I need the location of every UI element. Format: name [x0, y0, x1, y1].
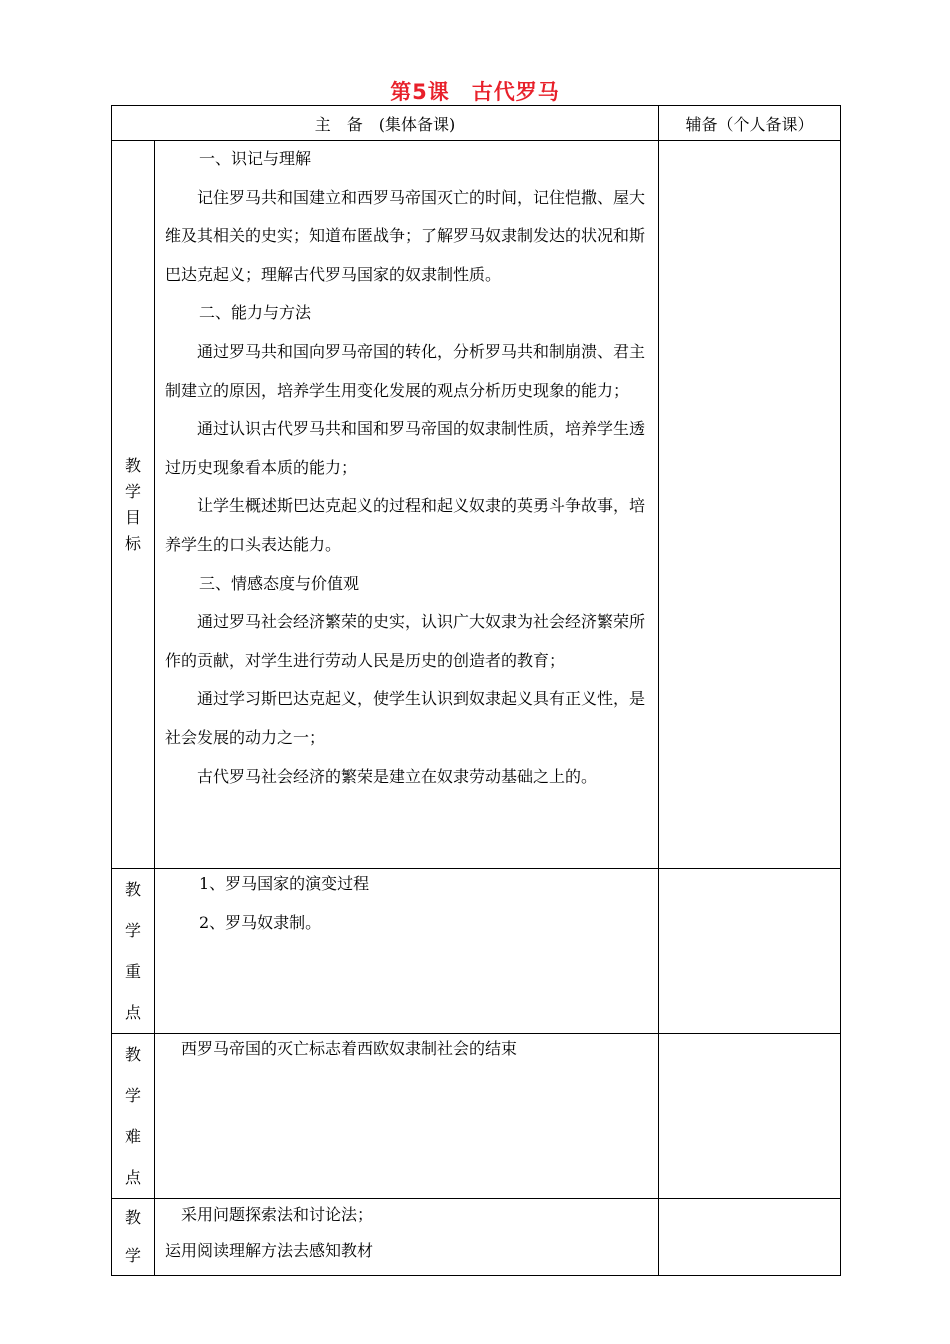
difficulties-label: 教 学 难 点: [112, 1034, 155, 1199]
objective-heading-2: 二、能力与方法: [199, 303, 312, 323]
difficulties-aux-cell: [659, 1034, 841, 1199]
objective-paragraph: 记住罗马共和国建立和西罗马帝国灭亡的时间，记住恺撒、屋大维及其相关的史实；知道布匿战争；了解罗马奴隶制发达的状况和斯巴达克起义；理解古代罗马国家的奴隶制性质。: [165, 187, 646, 284]
objectives-aux-cell: [659, 141, 841, 869]
methods-aux-cell: [659, 1199, 841, 1276]
aux-prep-header: 辅备（个人备课）: [659, 106, 841, 141]
methods-label: 教 学: [112, 1199, 155, 1276]
key-points-aux-cell: [659, 869, 841, 1034]
objective-heading-3: 三、情感态度与价值观: [199, 573, 360, 593]
objective-paragraph: 通过罗马社会经济繁荣的史实，认识广大奴隶为社会经济繁荣所作的贡献，对学生进行劳动人民是历史的创造者的教育；: [165, 612, 646, 670]
header-row: [112, 106, 841, 141]
difficulty-item: 西罗马帝国的灭亡标志着西欧奴隶制社会的结束: [181, 1039, 518, 1058]
methods-content: [155, 1199, 659, 1276]
lesson-plan-table: [111, 105, 841, 1276]
page-title: 第5课 古代罗马: [390, 80, 560, 104]
method-item: 运用阅读理解方法去感知教材: [165, 1241, 374, 1260]
objective-paragraph: 通过罗马共和国向罗马帝国的转化，分析罗马共和制崩溃、君主制建立的原因，培养学生用变化发展的观点分析历史现象的能力；: [165, 341, 646, 400]
difficulties-content: [155, 1034, 659, 1199]
objectives-content: [155, 141, 659, 869]
key-points-content: [155, 869, 659, 1034]
key-points-row: [112, 869, 841, 1034]
objective-paragraph: 让学生概述斯巴达克起义的过程和起义奴隶的英勇斗争故事，培养学生的口头表达能力。: [165, 496, 646, 554]
key-point-item: 1、罗马国家的演变过程: [199, 874, 370, 893]
objectives-label: 教 学 目 标: [112, 141, 155, 869]
objective-paragraph: 通过学习斯巴达克起义，使学生认识到奴隶起义具有正义性，是社会发展的动力之一；: [165, 689, 646, 747]
methods-row: [112, 1199, 841, 1276]
objective-heading-1: 一、识记与理解: [199, 149, 312, 168]
difficulties-row: [112, 1034, 841, 1199]
objective-paragraph: 通过认识古代罗马共和国和罗马帝国的奴隶制性质，培养学生透过历史现象看本质的能力；: [165, 419, 646, 477]
key-points-label: 教 学 重 点: [112, 869, 155, 1034]
key-point-item: 2、罗马奴隶制。: [199, 912, 322, 932]
method-item: 采用问题探索法和讨论法；: [181, 1205, 374, 1224]
objective-paragraph: 古代罗马社会经济的繁荣是建立在奴隶劳动基础之上的。: [197, 766, 598, 786]
main-prep-header: 主 备 (集体备课): [112, 106, 659, 141]
objectives-row: [112, 141, 841, 869]
